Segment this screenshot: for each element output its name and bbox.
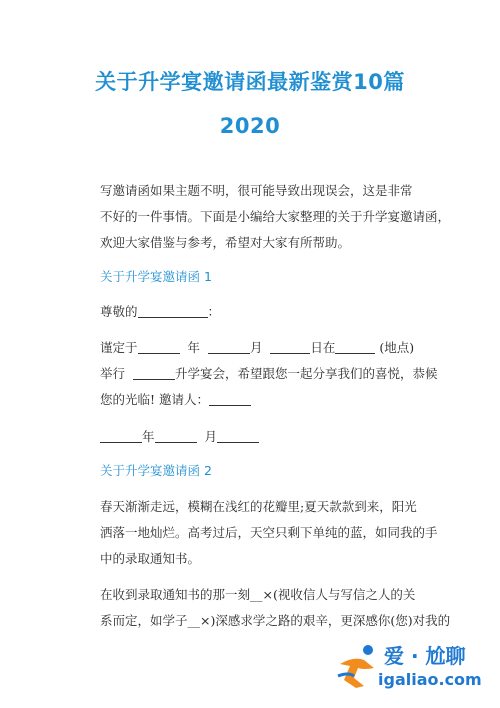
invite-text-a: 谨定于 (100, 340, 138, 355)
salutation-line (100, 302, 220, 320)
para2-line-1: 在收到录取通知书的那一刻__×(视收信人与写信之人的关 (100, 587, 416, 602)
blank-date-year (100, 430, 142, 443)
date-text-year: 年 (142, 429, 155, 444)
invite-line-3 (100, 390, 251, 408)
section-heading-2: 关于升学宴邀请函 2 (100, 463, 212, 478)
blank-person (133, 367, 175, 380)
intro-line-1: 写邀请函如果主题不明，很可能导致出现误会，这是非常 (100, 183, 413, 198)
blank-day (270, 341, 310, 354)
invite-text-held: 举行 (100, 366, 126, 381)
name-blank (138, 305, 208, 318)
invite-text-inviter: 您的光临! 邀请人： (100, 392, 209, 407)
invite-text-place: (地点) (379, 340, 415, 355)
intro-line-2: 不好的一件事情。下面是小编给大家整理的关于升学宴邀请函， (100, 209, 451, 224)
invite-text-day: 日在 (310, 340, 336, 355)
invite-text-month: 月 (249, 340, 263, 355)
blank-inviter (209, 393, 251, 406)
intro-line-3: 欢迎大家借鉴与参考，希望对大家有所帮助。 (100, 235, 351, 250)
document-title-line2: 2020 (219, 114, 281, 138)
para1-line-1: 春天渐渐走远，模糊在浅红的花瓣里;夏天款款到来，阳光 (100, 499, 417, 514)
salutation-suffix: ： (207, 304, 221, 319)
para1-line-2: 洒落一地灿烂。高考过后，天空只剩下单纯的蓝，如同我的手 (100, 525, 438, 540)
runner-logo-icon (334, 642, 382, 694)
watermark-url: igaliao.com (378, 670, 482, 689)
blank-date-day (217, 430, 259, 443)
section-heading-1: 关于升学宴邀请函 1 (100, 269, 212, 284)
blank-place (335, 341, 375, 354)
blank-month (208, 341, 250, 354)
blank-year (138, 341, 180, 354)
invite-text-party: 升学宴会，希望跟您一起分享我们的喜悦，恭候 (174, 366, 438, 381)
invite-line-2 (100, 364, 437, 382)
salutation-prefix: 尊敬的 (100, 304, 138, 319)
site-watermark (334, 638, 494, 698)
document-title-line1: 关于升学宴邀请函最新鉴赏10篇 (95, 70, 405, 94)
blank-date-month (155, 430, 197, 443)
invite-text-year: 年 (187, 340, 200, 355)
para1-line-3: 中的录取通知书。 (100, 551, 201, 566)
invite-line-1 (100, 338, 414, 356)
date-text-month: 月 (204, 429, 217, 444)
para2-line-2: 系而定，如学子__×)深感求学之路的艰辛，更深感你(您)对我的 (100, 613, 451, 628)
watermark-text: 爱 · 尬聊 (384, 644, 466, 668)
date-line (100, 427, 259, 445)
